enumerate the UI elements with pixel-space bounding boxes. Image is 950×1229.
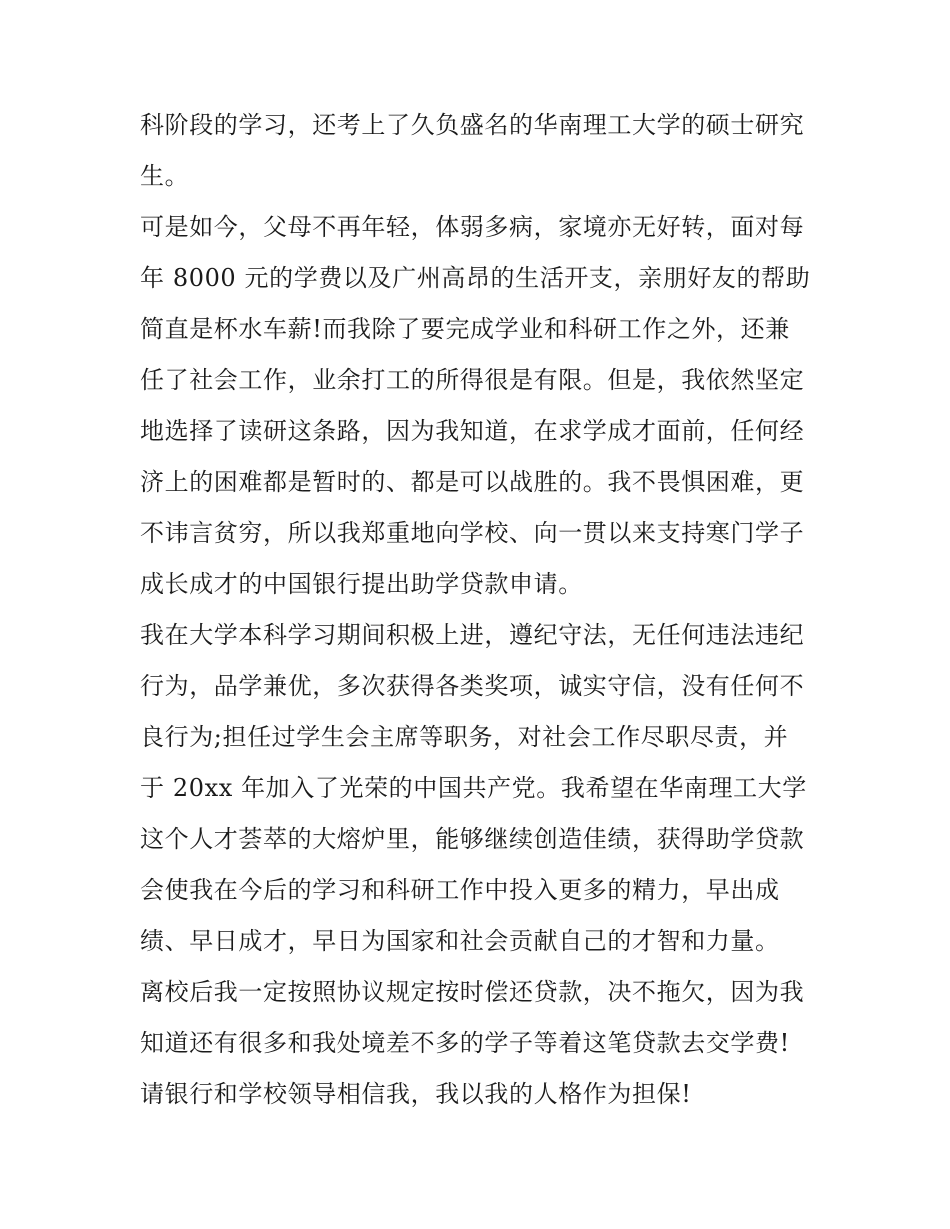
text-line: 请银行和学校领导相信我，我以我的人格作为担保!	[140, 1080, 692, 1108]
text-line: 可是如今，父母不再年轻，体弱多病，家境亦无好转，面对每	[140, 213, 805, 241]
text-line: 地选择了读研这条路，因为我知道，在求学成才面前，任何经	[140, 417, 805, 445]
text-line: 于 20xx 年加入了光荣的中国共产党。我希望在华南理工大学	[140, 774, 807, 802]
text-line: 成长成才的中国银行提出助学贷款申请。	[140, 570, 583, 598]
text-line: 生。	[140, 162, 190, 190]
text-line: 良行为;担任过学生会主席等职务，对社会工作尽职尽责，并	[140, 723, 789, 751]
text-line: 绩、早日成才，早日为国家和社会贡献自己的才智和力量。	[140, 927, 780, 955]
text-line: 知道还有很多和我处境差不多的学子等着这笔贷款去交学费!	[140, 1029, 790, 1057]
text-line: 科阶段的学习，还考上了久负盛名的华南理工大学的硕士研究	[140, 111, 805, 139]
text-line: 不讳言贫穷，所以我郑重地向学校、向一贯以来支持寒门学子	[140, 519, 805, 547]
text-line: 行为，品学兼优，多次获得各类奖项，诚实守信，没有任何不	[140, 672, 805, 700]
text-line: 年 8000 元的学费以及广州高昂的生活开支，亲朋好友的帮助	[140, 264, 811, 292]
text-line: 任了社会工作，业余打工的所得很是有限。但是，我依然坚定	[140, 366, 805, 394]
text-line: 简直是杯水车薪!而我除了要完成学业和科研工作之外，还兼	[140, 315, 790, 343]
text-line: 我在大学本科学习期间积极上进，遵纪守法，无任何违法违纪	[140, 621, 805, 649]
document-body	[140, 100, 820, 1120]
text-line: 济上的困难都是暂时的、都是可以战胜的。我不畏惧困难，更	[140, 468, 805, 496]
text-line: 离校后我一定按照协议规定按时偿还贷款，决不拖欠，因为我	[140, 978, 805, 1006]
text-line: 这个人才荟萃的大熔炉里，能够继续创造佳绩，获得助学贷款	[140, 825, 805, 853]
text-line: 会使我在今后的学习和科研工作中投入更多的精力，早出成	[140, 876, 780, 904]
